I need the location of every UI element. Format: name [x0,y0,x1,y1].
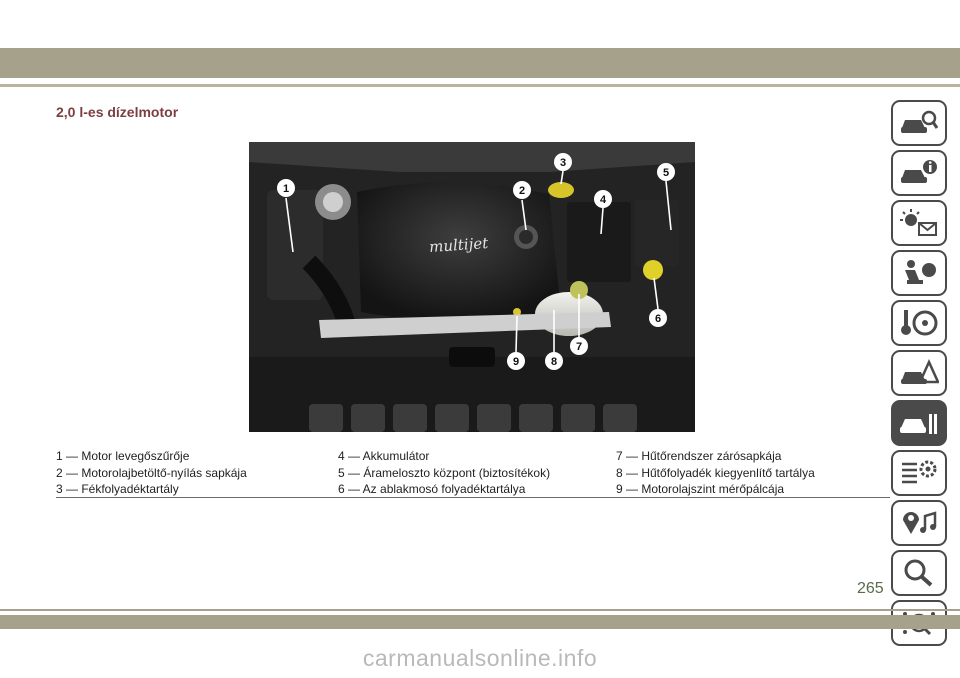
section-title: 2,0 l-es dízelmotor [56,104,179,120]
legend-item: 8 — Hűtőfolyadék kiegyenlítő tartálya [616,465,815,480]
car-info-icon [899,158,939,188]
footer-band [0,615,960,629]
legend-item: 4 — Akkumulátor [338,449,430,463]
engine-bay-photo [249,142,695,432]
chapter-tab-7[interactable] [891,400,947,446]
callout-4 [594,190,612,208]
watermark: carmanualsonline.info [362,645,598,671]
search-icon [899,558,939,588]
callout-9 [507,352,525,370]
chapter-tab-3[interactable] [891,200,947,246]
svg-text:8: 8 [550,356,558,368]
car-warning-triangle-icon [899,358,939,388]
header-rule [0,84,960,87]
chapter-tab-4[interactable] [891,250,947,296]
legend-item: 1 — Motor levegőszűrője [56,449,190,463]
chapter-tab-5[interactable] [891,300,947,346]
legend-item: 5 — Árameloszto központ (biztosítékok) [338,465,551,480]
legend-item: 9 — Motorolajszint mérőpálcája [616,482,785,496]
callout-6 [649,309,667,327]
media-navigation-icon [899,508,939,538]
legend-column-3 [616,448,815,498]
svg-text:9: 9 [512,356,520,368]
svg-text:6: 6 [654,313,662,325]
legend-column-1 [56,448,247,498]
legend-item: 7 — Hűtőrendszer zárósapkája [616,449,782,463]
callout-7 [570,337,588,355]
page-number: 265 [857,580,884,597]
chapter-tab-2[interactable] [891,150,947,196]
steering-wheel-key-icon [899,308,939,338]
svg-text:7: 7 [575,341,583,353]
legend-item: 6 — Az ablakmosó folyadéktartálya [338,482,526,496]
chapter-tab-10[interactable] [891,550,947,596]
car-magnifier-icon [899,108,939,138]
legend-item: 2 — Motorolajbetöltő-nyílás sapkája [56,465,247,480]
legend-column-2 [338,448,550,498]
svg-text:2: 2 [518,185,526,197]
callout-1 [277,179,295,197]
warning-light-message-icon [899,208,939,238]
callout-8 [545,352,563,370]
callout-3 [554,153,572,171]
chapter-tab-9[interactable] [891,500,947,546]
chapter-tab-1[interactable] [891,100,947,146]
chapter-tab-6[interactable] [891,350,947,396]
svg-text:3: 3 [559,157,567,169]
legend-rule [56,497,890,498]
svg-text:5: 5 [662,167,670,179]
chapter-tab-8[interactable] [891,450,947,496]
svg-text:1: 1 [282,183,290,195]
callout-5 [657,163,675,181]
footer-rule [0,609,960,611]
specs-gear-icon [899,458,939,488]
callout-2 [513,181,531,199]
header-band [0,48,960,78]
car-wrench-icon [899,408,939,438]
svg-text:4: 4 [599,194,607,206]
engine-logo: multijet [428,233,489,257]
seat-airbag-icon [899,258,939,288]
legend-item: 3 — Fékfolyadéktartály [56,482,179,496]
